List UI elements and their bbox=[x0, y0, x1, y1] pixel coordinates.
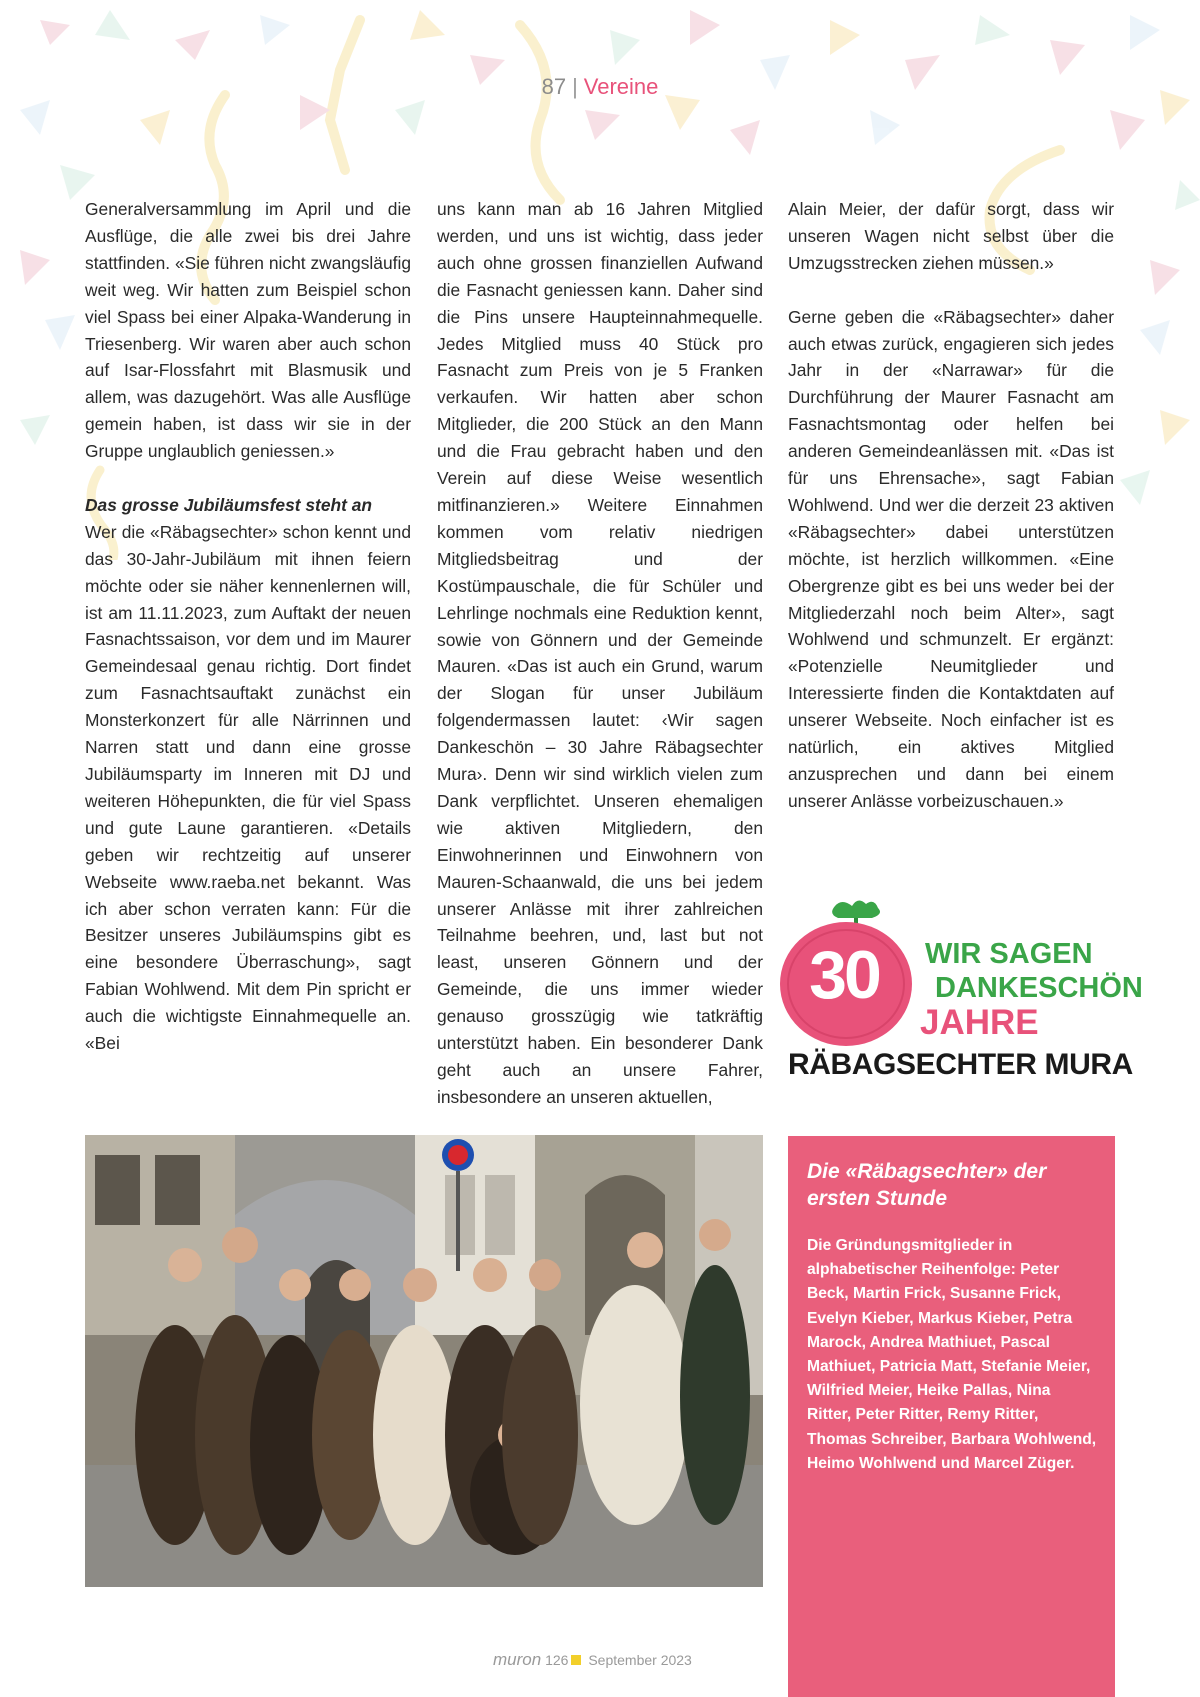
info-box-body: Die Gründungsmitglieder in alphabetischer Reihenfolge: Peter Beck, Martin Frick, Susanne Frick, Evelyn Kieber, Markus Kieber, Petra Marock, Andrea Mathiuet, Pascal Mathiuet, Patricia Matt, Stefanie Meier, Wilfried Meier, Heike Pallas, Nina Ritter, Peter Ritter, Remy Ritter, Thomas Schreiber, Barbara Wohlwend, Heimo Wohlwend und Marcel Züger. bbox=[807, 1237, 1097, 1472]
header-separator: | bbox=[572, 74, 578, 99]
issue-number: 126 bbox=[545, 1652, 569, 1668]
subheading: Das grosse Jubiläumsfest steht an bbox=[85, 494, 373, 515]
article-column-1 bbox=[85, 196, 411, 1057]
magazine-name: muron bbox=[493, 1650, 542, 1669]
anniversary-logo bbox=[780, 900, 1143, 1086]
article-column-2 bbox=[437, 196, 763, 1111]
info-box-title: Die «Räbagsechter» der ersten Stunde bbox=[807, 1160, 1047, 1210]
page-number: 87 bbox=[541, 74, 567, 99]
col1-paragraph-2: Wer die «Räbagsechter» schon kennt und das 30-Jahr-Jubiläum mit ihnen feiern möchte oder sie näher kennenlernen will, ist am 11.11.2023, zum Auftakt der neuen Fasnachtssaison, vor dem und im Maurer Gemeindesaal genau richtig. Dort findet zum Fasnachtsauftakt zunächst ein Monsterkonzert für alle Närrinnen und Narren statt und dann eine grosse Jubiläumsparty im Inneren mit DJ und weiteren Höhepunkten, die für viel Spass und gute Laune garantieren. «Details geben wir rechtzeitig auf unserer Webseite www.raeba.net bekannt. Was ich aber schon verraten kann: Für die Besitzer unseres Jubiläumspins gibt es eine besondere Überraschung», sagt Fabian Wohlwend. Mit dem Pin spricht er auch die wichtigste Einnahmequelle an. «Bei bbox=[85, 521, 411, 1054]
col3-paragraph-1: Alain Meier, der dafür sorgt, dass wir unseren Wagen nicht selbst über die Umzugsstrecken ziehen müssen.» bbox=[788, 199, 1114, 273]
group-photo bbox=[85, 1135, 763, 1587]
col1-paragraph-1: Generalversammlung im April und die Ausflüge, die alle zwei bis drei Jahre stattfinden. «Sie führen nicht zwangsläufig weit weg. Wir hatten zum Beispiel schon viel Spass bei einer Alpaka-Wanderung in Triesenberg. Wir waren aber auch schon auf Isar-Flossfahrt mit Blasmusik und allem, was dazugehört. Was alle Ausflüge gemein haben, ist dass wir sie in der Gruppe unglaublich geniessen.» bbox=[85, 199, 411, 462]
logo-line-4: RÄBAGSECHTER MURA bbox=[788, 1048, 1133, 1081]
col2-paragraph-1: uns kann man ab 16 Jahren Mitglied werden, und uns ist wichtig, dass jeder auch ohne grossen finanziellen Aufwand die Fasnacht geniessen kann. Daher sind die Pins unsere Haupteinnahmequelle. Jedes Mitglied muss 40 Stück pro Fasnacht zum Preis von je 5 Franken verkaufen. Wir hatten aber schon Mitglieder, die 200 Stück an den Mann und die Frau gebracht haben und den Verein auf diese Weise wesentlich mitfinanzieren.» Weitere Einnahmen kommen vom relativ niedrigen Mitgliedsbeitrag und der Kostümpauschale, die für Schüler und Lehrlinge nochmals eine Reduktion kennt, sowie von Gönnern und der Gemeinde Mauren. «Das ist auch ein Grund, warum der Slogan für unser Jubiläum folgendermassen lautet: ‹Wir sagen Dankeschön – 30 Jahre Räbagsechter Mura›. Denn wir sind wirklich vielen zum Dank verpflichtet. Unseren ehemaligen wie aktiven Mitgliedern, den Einwohnerinnen und Einwohnern von Mauren-Schaanwald, die uns bei jedem unserer Anlässe mit ihrer zahlreichen Teilnahme beehren, und, last but not least, unseren Gönnern und der Gemeinde, die uns immer wieder genauso grosszügig wie tatkräftig unterstützt haben. Ein besonderer Dank geht auch an unsere Fahrer, insbesondere an unseren aktuellen, bbox=[437, 199, 763, 1107]
logo-line-2: DANKESCHÖN bbox=[935, 972, 1143, 1004]
logo-number: 30 bbox=[809, 937, 879, 1013]
page-footer bbox=[493, 1650, 692, 1670]
square-icon bbox=[571, 1655, 581, 1665]
logo-line-1: WIR SAGEN bbox=[925, 938, 1093, 970]
logo-line-3: JAHRE bbox=[920, 1003, 1039, 1042]
page-header bbox=[0, 74, 1200, 100]
issue-date: September 2023 bbox=[588, 1652, 692, 1668]
section-title: Vereine bbox=[583, 74, 659, 99]
col3-paragraph-2: Gerne geben die «Räbagsechter» daher auch etwas zurück, engagieren sich jedes Jahr in der «Narrawar» für die Durchführung der Maurer Fasnacht am Fasnachtsmontag oder helfen bei anderen Gemeindeanlässen mit. «Das ist für uns Ehrensache», sagt Fabian Wohlwend. Und wer die derzeit 23 aktiven «Räbagsechter» dabei unterstützen möchte, ist herzlich willkommen. «Eine Obergrenze gibt es bei uns weder bei der Mitgliederzahl noch beim Alter», sagt Wohlwend und schmunzelt. Er ergänzt: «Potenzielle Neumitglieder und Interessierte finden die Kontaktdaten auf unserer Webseite. Noch einfacher ist es natürlich, ein aktives Mitglied anzusprechen und dann bei einem unserer Anlässe vorbeizuschauen.» bbox=[788, 306, 1114, 811]
info-box bbox=[788, 1136, 1115, 1697]
article-column-3 bbox=[788, 196, 1114, 815]
